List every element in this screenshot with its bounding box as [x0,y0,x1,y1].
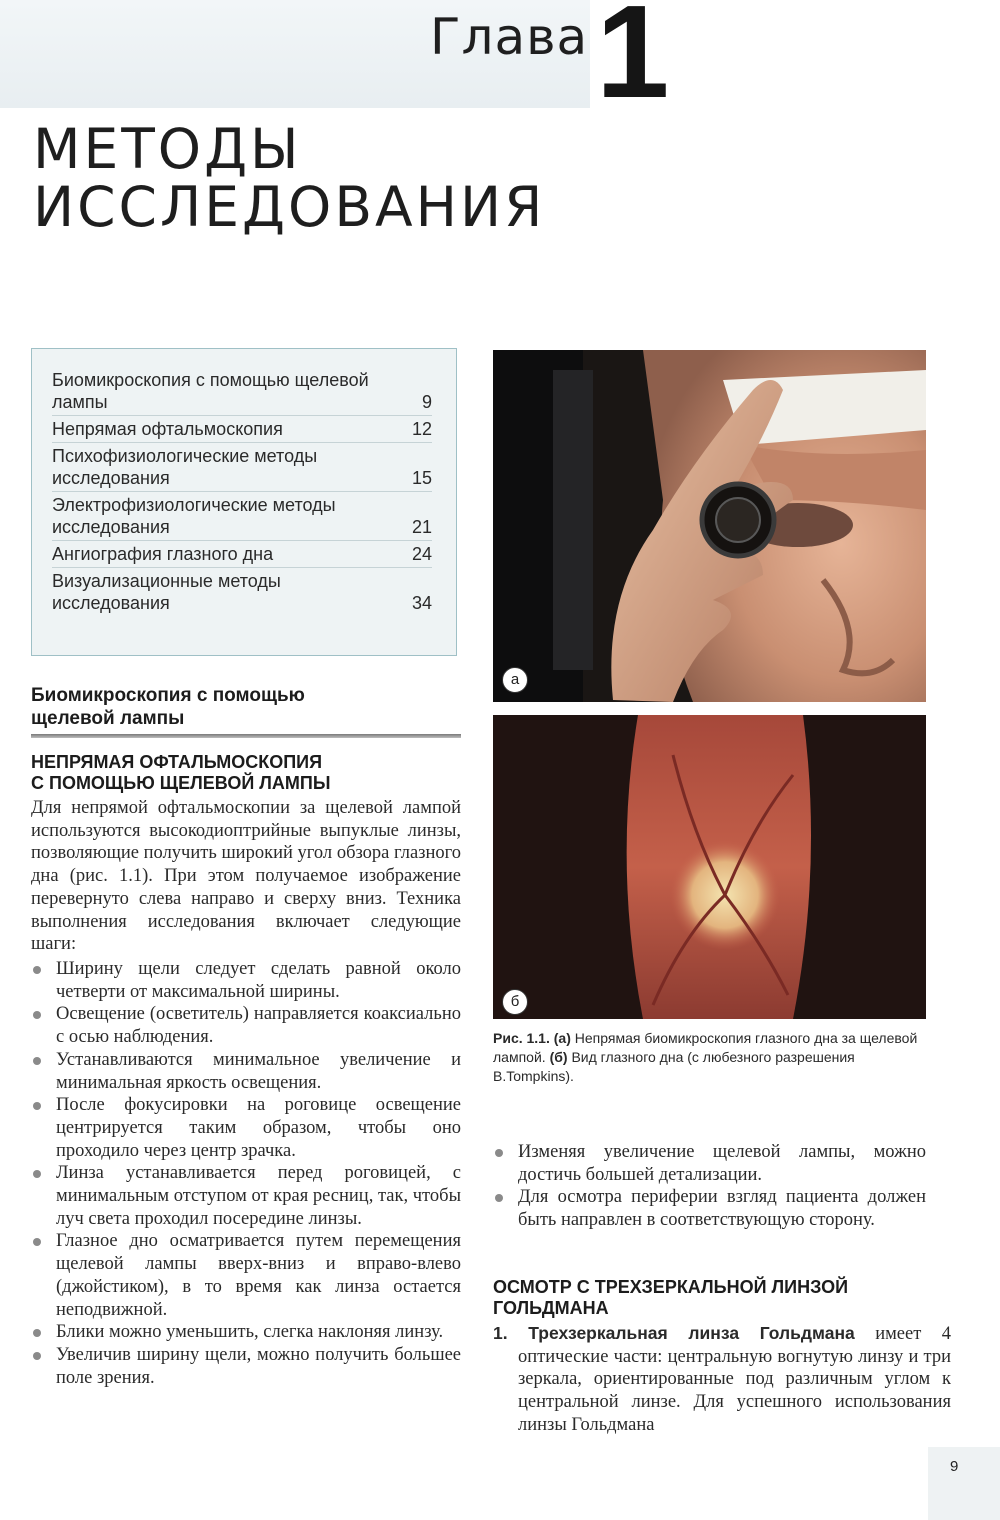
bullet-icon [33,1170,41,1178]
toc-entry-label: Биомикроскопия с помощью щелевой лампы [52,370,369,412]
intro-paragraph: Для непрямой офтальмоскопии за щелевой лампой используются высокодиоптрийные выпуклые линзы, позволяющие получить широкий угол обзора глазного дна (рис. 1.1). При этом получаемое изображение перевернуто слева направо и сверху вниз. Техника выполнения исследования включает следующие шаги: [31,798,461,955]
toc-entry-label: Визуализационные методы исследования [52,571,281,613]
list-item-text: Глазное дно осматривается путем перемещения щелевой лампы вверх-вниз и вправо-влево (джойстиком), в то время как линза остается неподвижной. [56,1231,461,1320]
fundus-photo [493,715,926,1019]
bullet-icon [33,1057,41,1065]
slit-lamp-exam-photo [493,350,926,702]
chapter-label: Глава [430,8,589,66]
more-steps-list [493,1141,926,1232]
list-item-text: После фокусировки на роговице освещение центрируется таким образом, чтобы оно проходило через центр зрачка. [56,1095,461,1161]
chapter-title-line-1: МЕТОДЫ [33,117,302,181]
toc-entry-page: 24 [411,544,432,564]
toc-entry-page: 21 [411,517,432,537]
caption-marker-a: (а) [553,1030,571,1046]
toc-entry-label: Непрямая офтальмоскопия [52,419,283,439]
section-heading [31,684,305,730]
figure-badge-a: а [502,667,528,693]
list-item-text: Линза устанавливается перед роговицей, с минимальным отступом от края ресниц, так, чтобы луч света проходил посередине линзы. [56,1163,461,1229]
list-item-text: Увеличив ширину щели, можно получить большее поле зрения. [56,1344,461,1388]
list-item [31,1230,461,1321]
list-item-text: Для осмотра периферии взгляд пациента должен быть направлен в соответствующую сторону. [518,1187,926,1231]
toc-entry[interactable] [52,541,432,568]
caption-text-b: Вид глазного дна (с любезного разрешения B.Tompkins). [493,1049,855,1084]
figure-caption [493,1029,923,1086]
figure-badge-b: б [502,989,528,1015]
section-heading-line-1: Биомикроскопия с помощью [31,685,305,706]
toc-entry[interactable] [52,443,432,492]
list-item-text: Изменяя увеличение щелевой лампы, можно достичь большей детализации. [518,1142,926,1185]
list-item-text: Ширину щели следует сделать равной около четверти от максимальной ширины. [56,959,461,1002]
numbered-text: имеет 4 оптические части: центральную вогнутую линзу и три зеркала, ориентированные под различным углом к центральной линзе. Для успешного использования линзы Гольдмана [518,1324,951,1435]
chapter-title-line-2: ИССЛЕДОВАНИЯ [33,175,546,239]
bullet-icon [33,1352,41,1360]
list-item [31,958,461,1003]
toc-entry-label: Электрофизиологические методы исследования [52,495,336,537]
numbered-lead: 1. Трехзеркальная линза Гольдмана [493,1323,855,1343]
bullet-icon [33,966,41,974]
figure-photo-a [493,350,926,702]
toc-entry[interactable] [52,416,432,443]
list-item [31,1094,461,1162]
toc-entry-label: Психофизиологические методы исследования [52,446,318,488]
toc-entry[interactable] [52,492,432,541]
list-item [31,1003,461,1048]
toc-entry-page: 15 [411,468,432,488]
subsection-heading-line-2: С ПОМОЩЬЮ ЩЕЛЕВОЙ ЛАМПЫ [31,773,331,793]
figure-photo-b [493,715,926,1019]
toc-entry-page: 12 [411,419,432,439]
toc-entry-page: 34 [411,593,432,613]
toc-entry[interactable] [52,568,432,616]
chapter-title [33,117,546,239]
toc-entry-label: Ангиография глазного дна [52,544,274,564]
toc-entry-page: 9 [421,392,432,412]
chapter-contents-box [31,348,457,656]
page-number-box [928,1447,1000,1520]
caption-label: Рис. 1.1. [493,1030,550,1046]
bullet-icon [33,1329,41,1337]
list-item-text: Блики можно уменьшить, слегка наклоняя линзу. [56,1322,444,1343]
subsection-heading-goldmann [493,1277,848,1319]
page-number: 9 [950,1458,959,1475]
section-heading-line-2: щелевой лампы [31,708,185,729]
list-item [493,1186,926,1231]
list-item-text: Освещение (осветитель) направляется коаксиально с осью наблюдения. [56,1004,461,1048]
bullet-icon [33,1011,41,1019]
caption-text-a: Непрямая биомикроскопия глазного дна за щелевой лампой. [493,1030,918,1065]
steps-list [31,958,461,1389]
list-item [31,1344,461,1389]
caption-marker-b: (б) [549,1049,568,1065]
list-item-text: Устанавливаются минимальное увеличение и минимальная яркость освещения. [56,1049,461,1093]
bullet-icon [495,1149,503,1157]
subsection-heading-line-1: ОСМОТР С ТРЕХЗЕРКАЛЬНОЙ ЛИНЗОЙ [493,1277,849,1297]
subsection-heading [31,752,330,794]
subsection-heading-line-1: НЕПРЯМАЯ ОФТАЛЬМОСКОПИЯ [31,752,323,772]
bullet-icon [495,1194,503,1202]
toc-entry[interactable] [52,367,432,416]
list-item [493,1141,926,1186]
chapter-number: 1 [596,0,670,125]
section-divider [31,734,461,738]
bullet-icon [33,1102,41,1110]
list-item [31,1162,461,1230]
list-item [31,1321,461,1344]
bullet-icon [33,1238,41,1246]
subsection-heading-line-2: ГОЛЬДМАНА [493,1298,609,1318]
numbered-paragraph [493,1322,951,1437]
list-item [31,1049,461,1094]
